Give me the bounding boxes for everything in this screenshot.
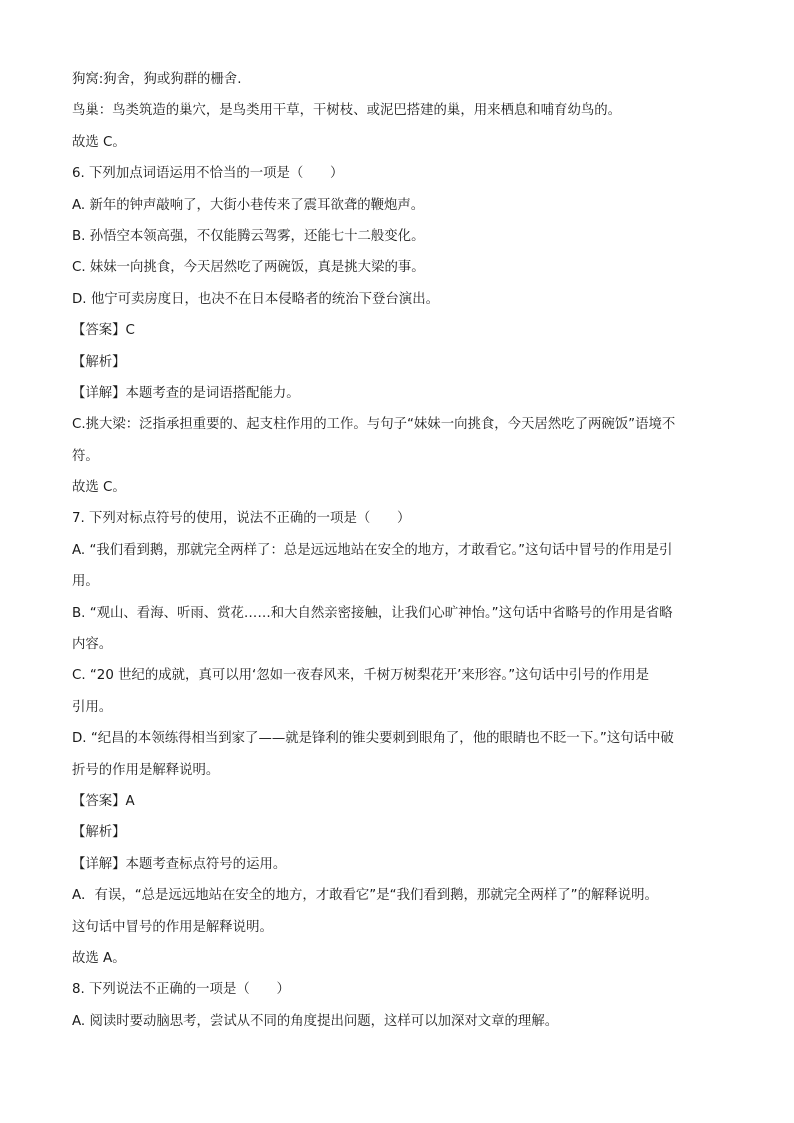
definition-niaochao: 鸟巢：鸟类筑造的巢穴，是鸟类用干草，干树枝、或泥巴搭建的巢，用来栖息和哺育幼鸟的。 xyxy=(72,103,622,119)
question-7-explanation-line-2: 这句话中冒号的作用是解释说明。 xyxy=(72,919,273,935)
question-7-option-b-line-1: B. “观山、看海、听雨、赏花……和大自然亲密接触，让我们心旷神怡。”这句话中省略号的作用是省略 xyxy=(72,605,673,621)
question-6-option-b: B. 孙悟空本领高强，不仅能腾云驾雾，还能七十二般变化。 xyxy=(72,228,425,244)
question-7-stem: 7. 下列对标点符号的使用，说法不正确的一项是（ ） xyxy=(72,511,411,527)
question-7-option-a-line-2: 用。 xyxy=(72,574,99,590)
question-7-analysis-heading: 【解析】 xyxy=(72,825,126,841)
question-7-option-b-line-2: 内容。 xyxy=(72,637,113,653)
document-page xyxy=(72,64,732,1037)
question-6-explanation-line-1: C.挑大梁：泛指承担重要的、起支柱作用的工作。与句子“妹妹一向挑食，今天居然吃了两碗饭”语境不 xyxy=(72,417,676,433)
question-7-option-c-line-2: 引用。 xyxy=(72,699,113,715)
question-6-option-c: C. 妹妹一向挑食，今天居然吃了两碗饭，真是挑大梁的事。 xyxy=(72,260,425,276)
question-6-answer: 【答案】C xyxy=(72,323,135,339)
definition-gouwo: 狗窝:狗舍，狗或狗群的栅舍. xyxy=(72,72,242,87)
question-6-detail: 【详解】本题考查的是词语搭配能力。 xyxy=(72,385,300,401)
answer-choice-q5: 故选 C。 xyxy=(72,134,126,150)
question-7-option-d-line-1: D. “纪昌的本领练得相当到家了——就是锋利的锥尖要刺到眼角了，他的眼睛也不眨一下。”这句话中破 xyxy=(72,731,674,747)
question-6-stem: 6. 下列加点词语运用不恰当的一项是（ ） xyxy=(72,166,344,182)
question-7-answer: 【答案】A xyxy=(72,793,135,809)
question-8-option-a: A. 阅读时要动脑思考，尝试从不同的角度提出问题，这样可以加深对文章的理解。 xyxy=(72,1013,559,1029)
question-7-option-c-line-1: C. “20 世纪的成就，真可以用‘忽如一夜春风来，千树万树梨花开’来形容。”这句话中引号的作用是 xyxy=(72,668,650,684)
question-7-choice: 故选 A。 xyxy=(72,950,126,966)
question-6-explanation-line-2: 符。 xyxy=(72,448,99,464)
question-6-option-a: A. 新年的钟声敲响了，大街小巷传来了震耳欲聋的鞭炮声。 xyxy=(72,197,425,213)
question-6-option-d: D. 他宁可卖房度日，也决不在日本侵略者的统治下登台演出。 xyxy=(72,291,439,307)
question-8-stem: 8. 下列说法不正确的一项是（ ） xyxy=(72,982,290,998)
question-6-analysis-heading: 【解析】 xyxy=(72,354,126,370)
question-7-explanation-line-1: A．有误，“总是远远地站在安全的地方，才敢看它”是“我们看到鹅，那就完全两样了”的解释说明。 xyxy=(72,888,658,904)
question-6-choice: 故选 C。 xyxy=(72,480,126,496)
question-7-option-a-line-1: A. “我们看到鹅，那就完全两样了：总是远远地站在安全的地方，才敢看它。”这句话中冒号的作用是引 xyxy=(72,542,673,558)
question-7-detail: 【详解】本题考查标点符号的运用。 xyxy=(72,856,287,872)
question-7-option-d-line-2: 折号的作用是解释说明。 xyxy=(72,762,220,778)
